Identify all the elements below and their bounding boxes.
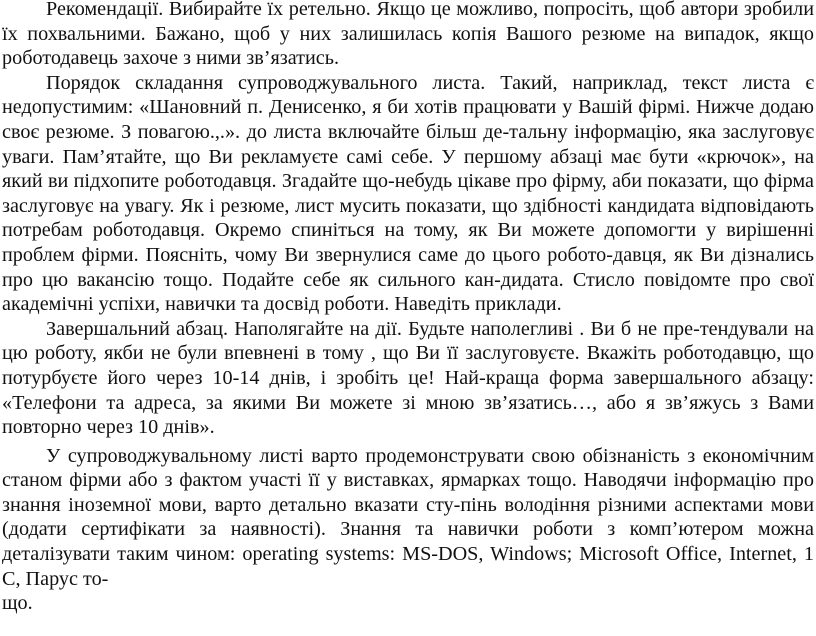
paragraph-closing: Завершальний абзац. Наполягайте на дії. Будьте наполегливі . Ви б не пре-тендували на цю роботу, якби не були впевнені в тому , що Ви її заслуговуєте. Вкажіть роботодавцю, що потурбуєте його через 10-14 днів, і зробіть це! Най-краща форма завершального абзацу: «Телефони та адреса, за якими Ви можете зі мною зв’язатись…, або я зв’яжусь з Вами повторно через 10 днів».	[2, 317, 814, 439]
document-page	[2, 0, 814, 616]
paragraph-cover-letter-order: Порядок складання супроводжувального листа. Такий, наприклад, текст листа є недопустимим: «Шановний п. Денисенко, я би хотів працювати у Вашій фірмі. Нижче додаю своє резюме. З повагою.,.». до листа включайте більш де-тальну інформацію, яка заслуговує уваги. Пам’ятайте, що Ви рекламуєте самі себе. У першому абзаці має бути «крючок», на який ви підхопите роботодавця. Згадайте що-небудь цікаве про фірму, аби показати, що фірма заслуговує на увагу. Як і резюме, лист мусить показати, що здібності кандидата відповідають потребам роботодавця. Окремо спиніться на тому, як Ви можете допомогти у вирішенні проблем фірми. Поясніть, чому Ви звернулися саме до цього робото-давця, як Ви дізнались про цю вакансію тощо. Подайте себе як сильного кан-дидата. Стисло повідомте про свої академічні успіхи, навички та досвід роботи. Наведіть приклади.	[2, 71, 814, 316]
paragraph-cover-letter-content	[2, 444, 814, 616]
paragraph-cover-letter-content-text: У супроводжувальному листі варто продемонструвати свою обізнаність з економічним станом фірми або з фактом участі її у виставках, ярмарках тощо. Наводячи інформацію про знання іноземної мови, варто детально вказати сту-пінь володіння різними аспектами мови (додати сертифікати за наявності). Знання та навички роботи з комп’ютером можна деталізувати таким чином: operating systems: MS-DOS, Windows; Microsoft Office, Internet, 1 С, Парус то-	[2, 444, 814, 590]
paragraph-cover-letter-content-tail: що.	[2, 592, 33, 615]
paragraph-recommendations: Рекомендації. Вибирайте їх ретельно. Якщо це можливо, попросіть, щоб автори зробили їх похвальними. Бажано, щоб у них залишилась копія Вашого резюме на випадок, якщо роботодавець захоче з ними зв’язатись.	[2, 0, 814, 70]
